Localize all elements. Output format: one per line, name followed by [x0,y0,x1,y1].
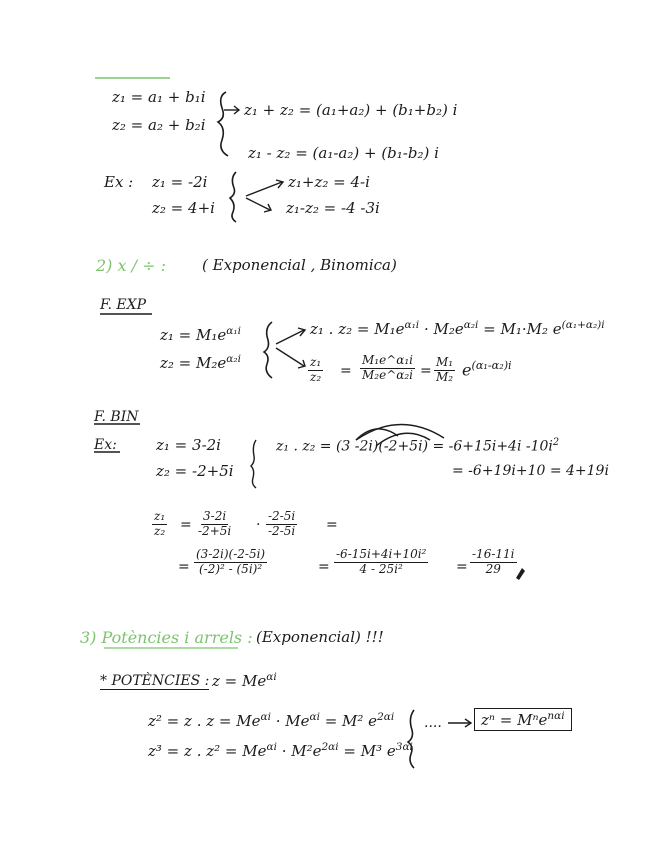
sum-formula: z₁ + z₂ = (a₁+a₂) + (b₁+b₂) i [244,101,458,119]
fexp-label: F. EXP [100,297,147,313]
example-z1: z₁ = -2i [152,173,208,191]
fbin-example-label: Ex: [94,437,117,453]
equals-sign: = [180,517,192,533]
brace-icon [230,172,236,222]
example-z2: z₂ = 4+i [152,199,215,217]
fbin-product: z₁ . z₂ = (3 -2i)(-2+5i) = -6+15i+4i $-10i^2$ [276,437,560,455]
fbin-product-result: = -6+19i+10 = 4+19i [452,463,609,479]
fbin-division-equals: = [326,517,338,533]
fbin-division-step1: $\frac{(3-2i)(-2-5i)}{\text{(-2)² - (5i)²}}$ [196,547,266,576]
brace-icon [408,710,414,768]
equals-sign: = [178,559,190,575]
z2-exponential: $z_2 = M_2e^{\alpha_2i}$ [160,353,241,372]
z1-definition: z₁ = a₁ + b₁i [112,88,206,106]
continuation-dots: .... [424,715,442,731]
fbin-division-result: $\frac{-16-11i}{29}$ [472,547,515,576]
section2-heading-note: ( Exponencial , Binomica) [202,256,397,274]
z-squared-line: z² = z . $z = Me^{\alpha i} \cdot Me^{\alpha i} = M^2$ $e^{2\alpha i}$ [148,711,395,730]
arrow-down-icon [246,198,270,210]
z1-exponential: $z_1 = M_1e^{\alpha_1i}$ [160,325,241,344]
equals-sign: = [420,363,432,379]
potencies-label: * POTÈNCIES : [100,673,210,689]
fbin-z1: z₁ = 3-2i [156,436,221,454]
exp-quotient-result: $e^{(\alpha_1-\alpha_2)i}$ [462,359,512,380]
arrow-up-icon [246,182,282,196]
difference-formula: z₁ - z₂ = (a₁-a₂) + (b₁-b₂) i [248,144,439,162]
fbin-division-factor2: $\frac{-2-5i}{-2-5i}$ [268,509,296,538]
fbin-label: F. BIN [94,409,139,425]
fbin-division-factor1: $\frac{3-2i}{-2+5i}$ [198,509,232,538]
arrow-down-icon [276,348,304,366]
brace-icon [264,322,272,378]
equals-sign: = [318,559,330,575]
general-power-formula: zⁿ = Mⁿe$^{n\alpha i}$ [474,708,572,731]
section3-heading-note: (Exponencial) !!! [256,628,384,646]
brace-icon [251,440,256,488]
example-sum: z₁+z₂ = 4-i [288,173,370,191]
exp-quotient-step1: $\frac{\text{M₁e\textasciicircum{}α₁i}}{\text{M₂e\textasciicircum{}α₂i}}$ [362,353,414,382]
fbin-division-step2: $\frac{\text{-6-15i+4i+10i²}}{\text{4 - 25i²}}$ [336,547,427,576]
pencil-icon [516,568,525,580]
example-difference: z₁-z₂ = -4 -3i [286,199,380,217]
potencies-definition: $z = Me^{\alpha i}$ [212,671,277,690]
multiply-dot: · [256,517,261,533]
section3-heading: 3) Potències i arrels : [80,628,253,647]
equals-sign: = [456,559,468,575]
example-label: Ex : [104,173,134,191]
fbin-z2: z₂ = -2+5i [156,462,234,480]
arrow-up-icon [276,330,304,344]
exp-product: z₁ . $z_2 = M_1e^{\alpha_1i} \cdot M_2e^{\alpha_2i} = M_1\cdot M_2$ $e^{(\alpha_1+\alpha_2)i}$ [310,319,605,338]
section2-heading: 2) x / ÷ : [96,256,166,275]
fbin-division-lhs: $\frac{\text{z₁}}{\text{z₂}}$ [154,509,166,538]
z-cubed-line: z³ = z . $z^2 = Me^{\alpha i} \cdot M^2e^{2\alpha i} = M^3$ $e^{3\alpha i}$ [148,741,413,760]
equals-sign: = [340,363,352,379]
z2-definition: z₂ = a₂ + b₂i [112,116,206,134]
exp-quotient-step2: $\frac{\text{M₁}}{\text{M₂}}$ [436,355,454,384]
exp-quotient-lhs: $\frac{\text{z₁}}{\text{z₂}}$ [310,355,322,384]
brace-icon [218,92,228,156]
